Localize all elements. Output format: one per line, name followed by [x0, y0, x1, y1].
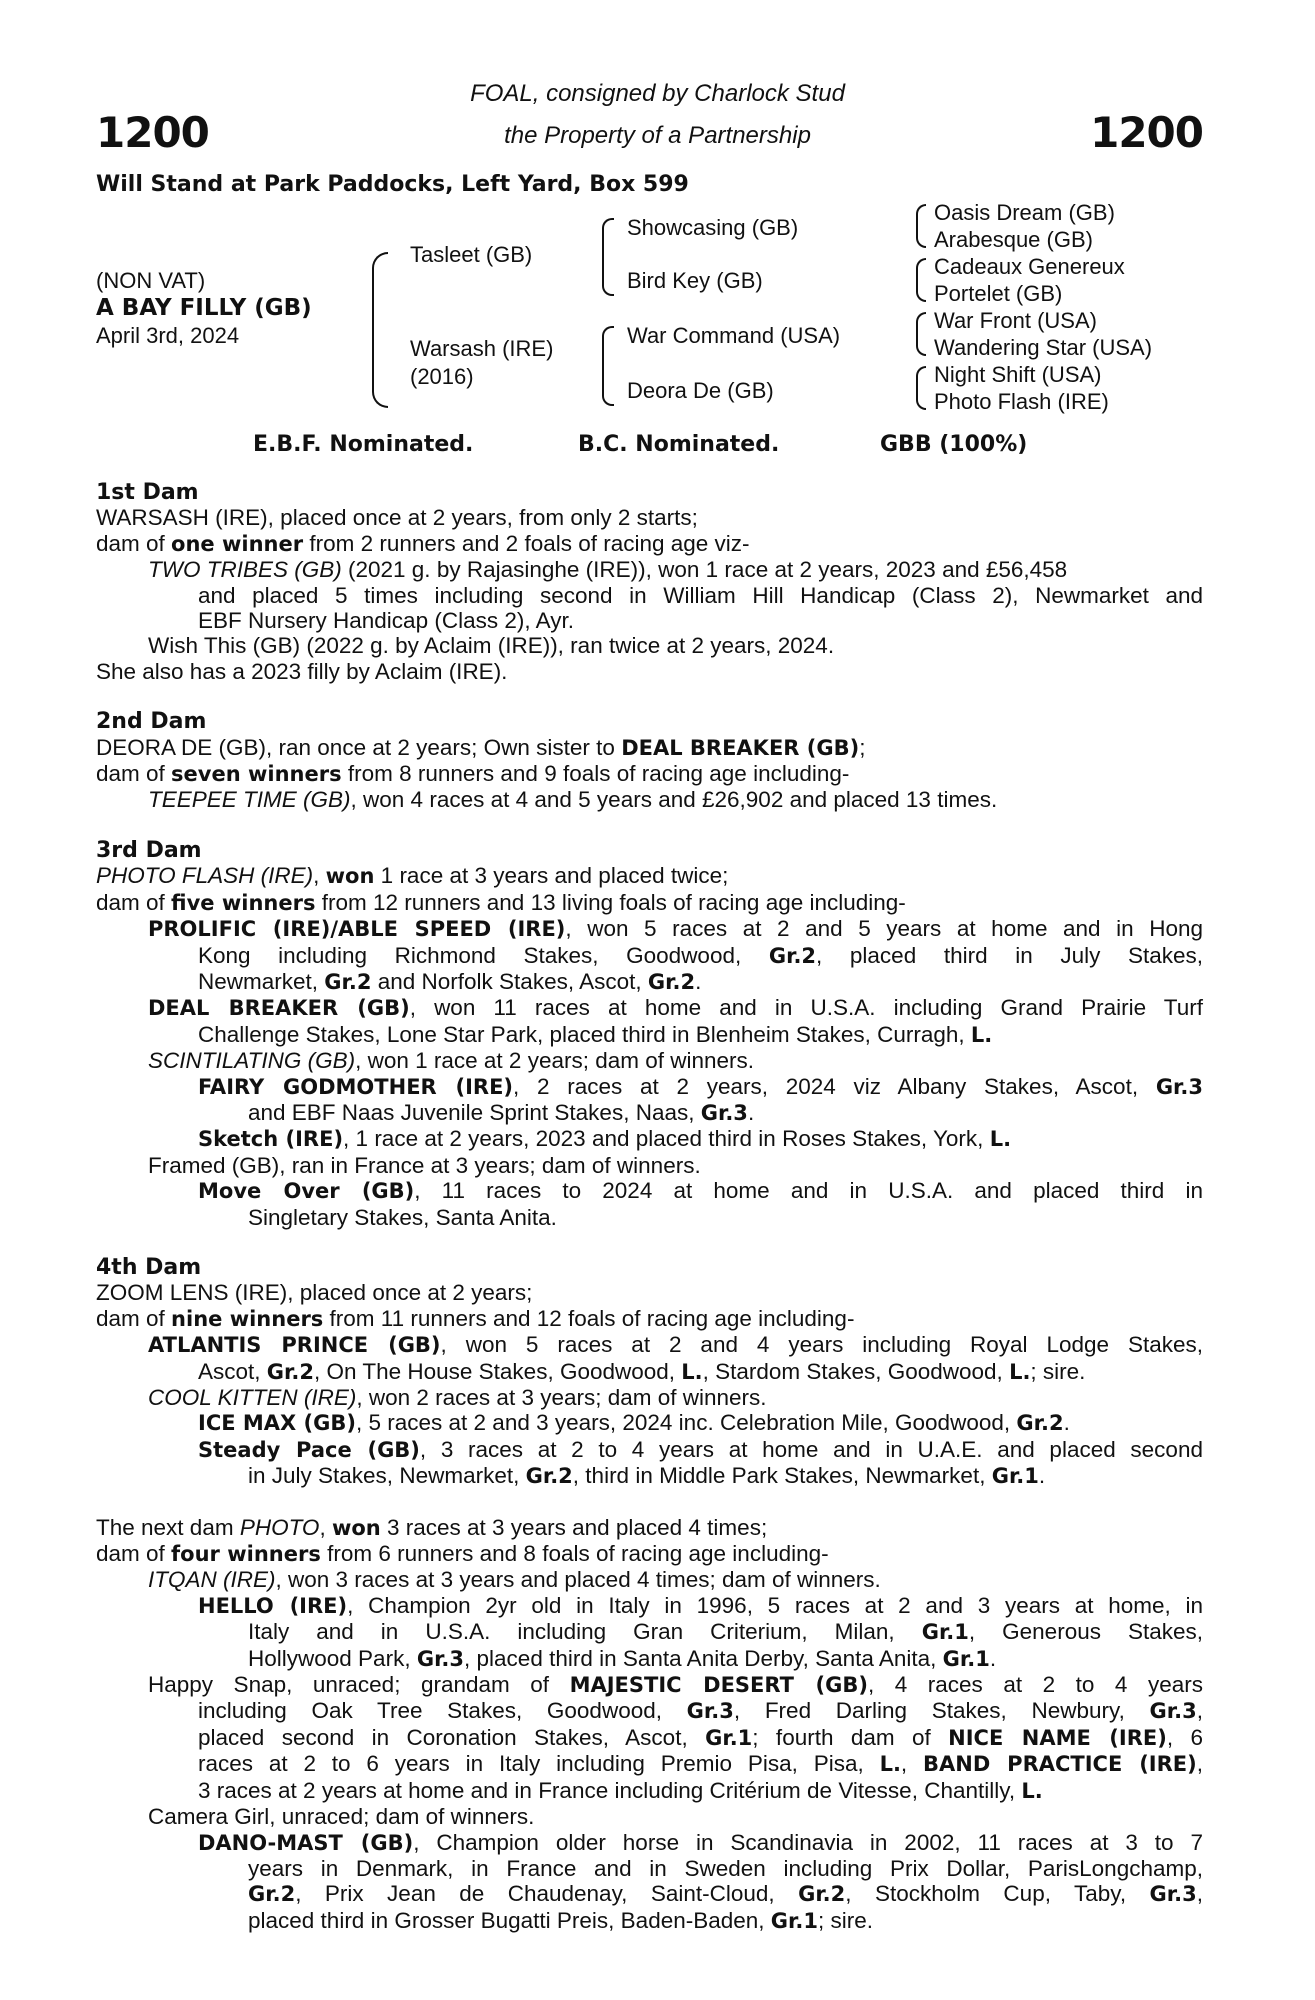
next-dam-produce-cont: races at 2 to 6 years in Italy including Premio Pisa, Pisa, L., BAND PRACTICE (IRE), — [198, 1751, 1203, 1777]
dam4-grandproduce: ICE MAX (GB), 5 races at 2 and 3 years, 2024 inc. Celebration Mile, Goodwood, Gr.2. — [198, 1410, 1070, 1436]
dam4-produce-cont: Ascot, Gr.2, On The House Stakes, Goodwood, L., Stardom Stakes, Goodwood, L.; sire. — [198, 1358, 1086, 1384]
great-grandsire-1: Oasis Dream (GB) — [934, 200, 1115, 225]
dam3-produce: Framed (GB), ran in France at 3 years; dam of winners. — [148, 1152, 701, 1178]
dam3-grandproduce-cont: Singletary Stakes, Santa Anita. — [248, 1204, 557, 1230]
great-grandsire-8: Photo Flash (IRE) — [934, 389, 1109, 414]
dam2-line: DEORA DE (GB), ran once at 2 years; Own sister to DEAL BREAKER (GB); — [96, 734, 866, 760]
great-grandsire-4: Portelet (GB) — [934, 281, 1063, 306]
horse-dob: April 3rd, 2024 — [96, 323, 240, 348]
next-dam-produce-cont: including Oak Tree Stakes, Goodwood, Gr.3, Fred Darling Stakes, Newbury, Gr.3, — [198, 1698, 1203, 1724]
property-line: the Property of a Partnership — [504, 122, 811, 149]
lot-number-left: 1200 — [96, 108, 209, 157]
dam4-produce: COOL KITTEN (IRE), won 2 races at 3 years; dam of winners. — [148, 1385, 767, 1410]
lot-number-right: 1200 — [1090, 108, 1203, 157]
dam1-line: dam of one winner from 2 runners and 2 foals of racing age viz- — [96, 530, 750, 556]
dam3-produce: PROLIFIC (IRE)/ABLE SPEED (IRE), won 5 races at 2 and 5 years at home and in Hong — [148, 916, 1203, 942]
dam3-grandproduce: Move Over (GB), 11 races to 2024 at home and in U.S.A. and placed third in — [198, 1178, 1203, 1204]
pedigree-brace-gen1 — [372, 252, 388, 408]
dam4-grandproduce-cont: in July Stakes, Newmarket, Gr.2, third in Middle Park Stakes, Newmarket, Gr.1. — [248, 1463, 1046, 1489]
dam1-line: WARSASH (IRE), placed once at 2 years, from only 2 starts; — [96, 505, 698, 531]
pedigree-brace-sire — [602, 218, 614, 296]
dam1-line: She also has a 2023 filly by Aclaim (IRE). — [96, 658, 508, 684]
dam3-line: dam of five winners from 12 runners and 13 living foals of racing age including- — [96, 889, 906, 915]
dam2-heading: 2nd Dam — [96, 709, 207, 735]
next-dam-produce-cont: placed second in Coronation Stakes, Ascot, Gr.1; fourth dam of NICE NAME (IRE), 6 — [198, 1724, 1203, 1750]
dam2-produce: TEEPEE TIME (GB), won 4 races at 4 and 5 years and £26,902 and placed 13 times. — [148, 787, 998, 813]
next-dam-grandproduce-cont: Hollywood Park, Gr.3, placed third in Santa Anita Derby, Santa Anita, Gr.1. — [248, 1645, 997, 1671]
location-line: Will Stand at Park Paddocks, Left Yard, Box 599 — [96, 172, 689, 197]
great-grandsire-3: Cadeaux Genereux — [934, 254, 1125, 279]
dam3-produce: SCINTILATING (GB), won 1 race at 2 years; dam of winners. — [148, 1048, 755, 1074]
dam2-line: dam of seven winners from 8 runners and 9 foals of racing age including- — [96, 761, 850, 787]
great-grandsire-2: Arabesque (GB) — [934, 227, 1093, 252]
sire-sire: Showcasing (GB) — [627, 215, 799, 240]
dam3-grandproduce: Sketch (IRE), 1 race at 2 years, 2023 and placed third in Roses Stakes, York, L. — [198, 1126, 1012, 1152]
dam3-grandproduce: FAIRY GODMOTHER (IRE), 2 races at 2 years, 2024 viz Albany Stakes, Ascot, Gr.3 — [198, 1073, 1204, 1099]
next-dam-grandproduce-cont: years in Denmark, in France and in Sweden including Prix Dollar, ParisLongchamp, — [248, 1855, 1203, 1881]
next-dam-produce: Happy Snap, unraced; grandam of MAJESTIC DESERT (GB), 4 races at 2 to 4 years — [148, 1672, 1203, 1698]
pedigree-brace-dam — [602, 326, 614, 406]
next-dam-line: dam of four winners from 6 runners and 8 foals of racing age including- — [96, 1541, 829, 1567]
dam4-line: dam of nine winners from 11 runners and 12 foals of racing age including- — [96, 1305, 855, 1331]
dam-dam: Deora De (GB) — [627, 378, 774, 403]
horse-name: A BAY FILLY (GB) — [96, 295, 312, 321]
catalogue-body — [96, 480, 1203, 1934]
great-grandsire-5: War Front (USA) — [934, 308, 1097, 333]
next-dam-produce: Camera Girl, unraced; dam of winners. — [148, 1804, 535, 1830]
pedigree-brace-g3 — [916, 312, 926, 356]
dam3-produce-cont: Kong including Richmond Stakes, Goodwood, Gr.2, placed third in July Stakes, — [198, 942, 1203, 968]
pedigree-brace-g2 — [916, 258, 926, 302]
next-dam-grandproduce-cont: placed third in Grosser Bugatti Preis, Baden-Baden, Gr.1; sire. — [248, 1907, 874, 1933]
vat-status: (NON VAT) — [96, 268, 206, 293]
dam3-produce-cont: Challenge Stakes, Lone Star Park, placed third in Blenheim Stakes, Curragh, L. — [198, 1021, 993, 1047]
consignor-line: FOAL, consigned by Charlock Stud — [470, 80, 845, 107]
dam3-produce-cont: Newmarket, Gr.2 and Norfolk Stakes, Ascot, Gr.2. — [198, 968, 702, 994]
dam1-produce-cont: and placed 5 times including second in William Hill Handicap (Class 2), Newmarket and — [198, 582, 1203, 608]
dam3-heading: 3rd Dam — [96, 837, 202, 863]
dam3-produce: DEAL BREAKER (GB), won 11 races at home and in U.S.A. including Grand Prairie Turf — [148, 995, 1203, 1021]
dam4-line: ZOOM LENS (IRE), placed once at 2 years; — [96, 1280, 533, 1306]
ebf-nomination: E.B.F. Nominated. — [253, 432, 474, 457]
next-dam-grandproduce: DANO-MAST (GB), Champion older horse in Scandinavia in 2002, 11 races at 3 to 7 — [198, 1829, 1203, 1855]
dam3-line: PHOTO FLASH (IRE), won 1 race at 3 years and placed twice; — [96, 863, 729, 889]
pedigree-brace-g4 — [916, 366, 926, 410]
sire-dam: Bird Key (GB) — [627, 268, 763, 293]
next-dam-grandproduce-cont: Gr.2, Prix Jean de Chaudenay, Saint-Cloud, Gr.2, Stockholm Cup, Taby, Gr.3, — [248, 1881, 1203, 1907]
dam4-produce: ATLANTIS PRINCE (GB), won 5 races at 2 and 4 years including Royal Lodge Stakes, — [148, 1332, 1204, 1358]
next-dam-line: The next dam PHOTO, won 3 races at 3 years and placed 4 times; — [96, 1514, 768, 1540]
dam4-grandproduce: Steady Pace (GB), 3 races at 2 to 4 years at home and in U.A.E. and placed second — [198, 1436, 1203, 1462]
sire-name: Tasleet (GB) — [410, 242, 533, 267]
dam-name: Warsash (IRE) — [410, 336, 554, 361]
gbb-rating: GBB (100%) — [880, 432, 1028, 457]
dam-sire: War Command (USA) — [627, 323, 841, 348]
dam-year: (2016) — [410, 364, 474, 389]
great-grandsire-6: Wandering Star (USA) — [934, 335, 1153, 360]
dam4-heading: 4th Dam — [96, 1254, 202, 1280]
bc-nomination: B.C. Nominated. — [578, 432, 780, 457]
next-dam-produce-cont: 3 races at 2 years at home and in France including Critérium de Vitesse, Chantilly, L. — [198, 1777, 1043, 1803]
next-dam-grandproduce: HELLO (IRE), Champion 2yr old in Italy in 1996, 5 races at 2 and 3 years at home, in — [198, 1592, 1203, 1618]
pedigree-brace-g1 — [916, 204, 926, 248]
next-dam-produce: ITQAN (IRE), won 3 races at 3 years and placed 4 times; dam of winners. — [148, 1567, 881, 1593]
dam1-produce-cont: EBF Nursery Handicap (Class 2), Ayr. — [198, 608, 574, 634]
great-grandsire-7: Night Shift (USA) — [934, 362, 1102, 387]
dam1-produce: Wish This (GB) (2022 g. by Aclaim (IRE)), ran twice at 2 years, 2024. — [148, 633, 835, 659]
dam1-heading: 1st Dam — [96, 480, 199, 505]
dam1-produce: TWO TRIBES (GB) (2021 g. by Rajasinghe (IRE)), won 1 race at 2 years, 2023 and £56,458 — [148, 557, 1068, 583]
next-dam-grandproduce-cont: Italy and in U.S.A. including Gran Criterium, Milan, Gr.1, Generous Stakes, — [248, 1619, 1204, 1645]
dam3-grandproduce-cont: and EBF Naas Juvenile Sprint Stakes, Naas, Gr.3. — [248, 1099, 755, 1125]
